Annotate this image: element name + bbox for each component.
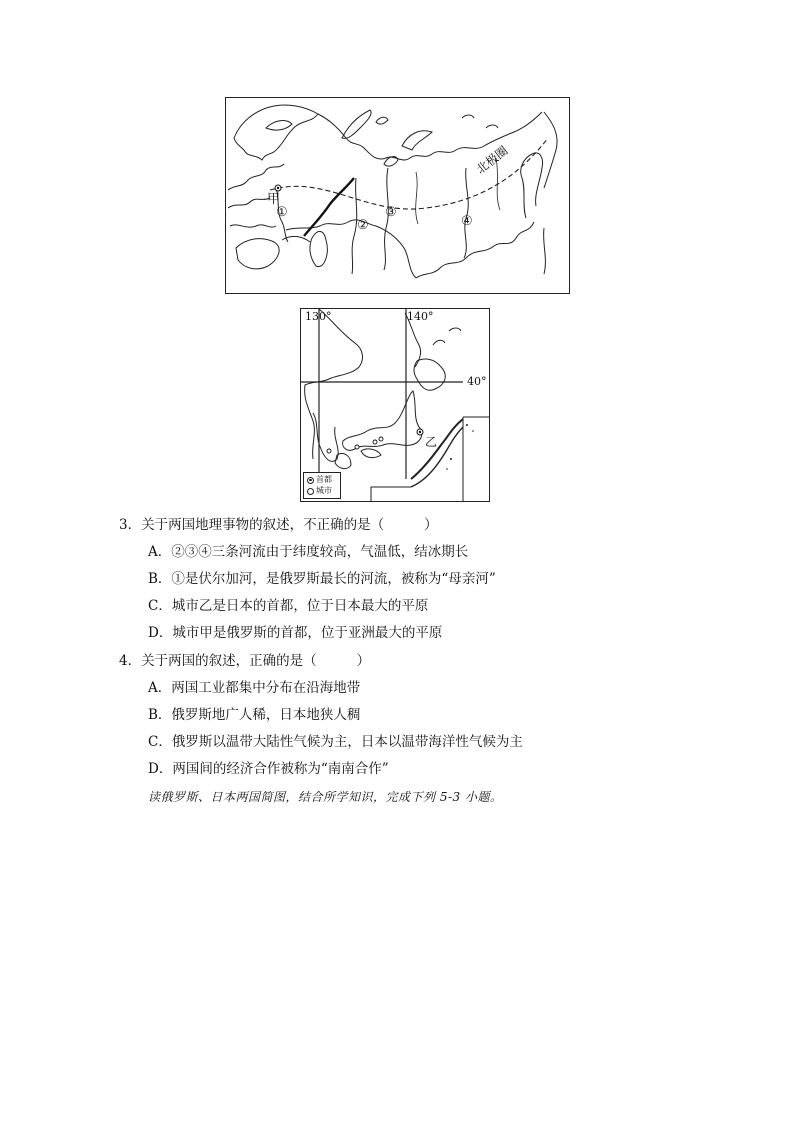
arctic-circle-label: 北极圈 xyxy=(473,143,511,177)
lon-140-label: 140° xyxy=(407,310,434,323)
legend-capital xyxy=(307,476,332,484)
question-4-option-b: B．俄罗斯地广人稀，日本地狭人稠 xyxy=(148,707,361,723)
lat-40-label: 40° xyxy=(467,375,487,388)
legend-capital-text: 首都 xyxy=(316,475,332,484)
question-3-option-b: B．①是伏尔加河，是俄罗斯最长的河流，被称为“母亲河” xyxy=(148,571,496,587)
japan-map xyxy=(300,308,490,502)
question-3-option-a: A．②③④三条河流由于纬度较高，气温低，结冰期长 xyxy=(148,544,469,560)
question-3-close: ） xyxy=(424,517,438,533)
question-4-option-a: A．两国工业都集中分布在沿海地带 xyxy=(148,680,361,696)
river-1-label: ① xyxy=(276,205,288,220)
question-3-text: 3．关于两国地理事物的叙述，不正确的是（ xyxy=(119,517,385,533)
question-3-option-c: C．城市乙是日本的首都，位于日本最大的平原 xyxy=(148,598,429,614)
question-3-option-d: D．城市甲是俄罗斯的首都，位于亚洲最大的平原 xyxy=(148,625,443,641)
city-jia-label: 甲 xyxy=(267,192,281,207)
legend-city-text: 城市 xyxy=(316,486,332,495)
capital-symbol-icon xyxy=(307,477,314,484)
city-symbol-icon xyxy=(307,488,314,495)
question-4-text: 4．关于两国的叙述，正确的是（ xyxy=(119,653,317,669)
map-legend xyxy=(303,472,341,499)
question-4-close: ） xyxy=(356,653,371,669)
river-4-label: ④ xyxy=(461,214,473,229)
question-4-stem xyxy=(119,652,370,670)
legend-city xyxy=(307,487,332,495)
lon-130-label: 130° xyxy=(305,310,332,323)
river-2-label: ② xyxy=(357,218,369,233)
reading-instruction: 读俄罗斯、日本两国简图，结合所学知识，完成下列 5-3 小题。 xyxy=(148,790,503,804)
river-3-label: ③ xyxy=(385,205,397,220)
russia-map xyxy=(225,97,570,294)
city-yi-label: 乙 xyxy=(425,435,438,449)
question-4-option-c: C．俄罗斯以温带大陆性气候为主，日本以温带海洋性气候为主 xyxy=(148,734,523,750)
question-3-stem xyxy=(119,516,438,534)
question-4-option-d: D．两国间的经济合作被称为“南南合作” xyxy=(148,761,389,777)
